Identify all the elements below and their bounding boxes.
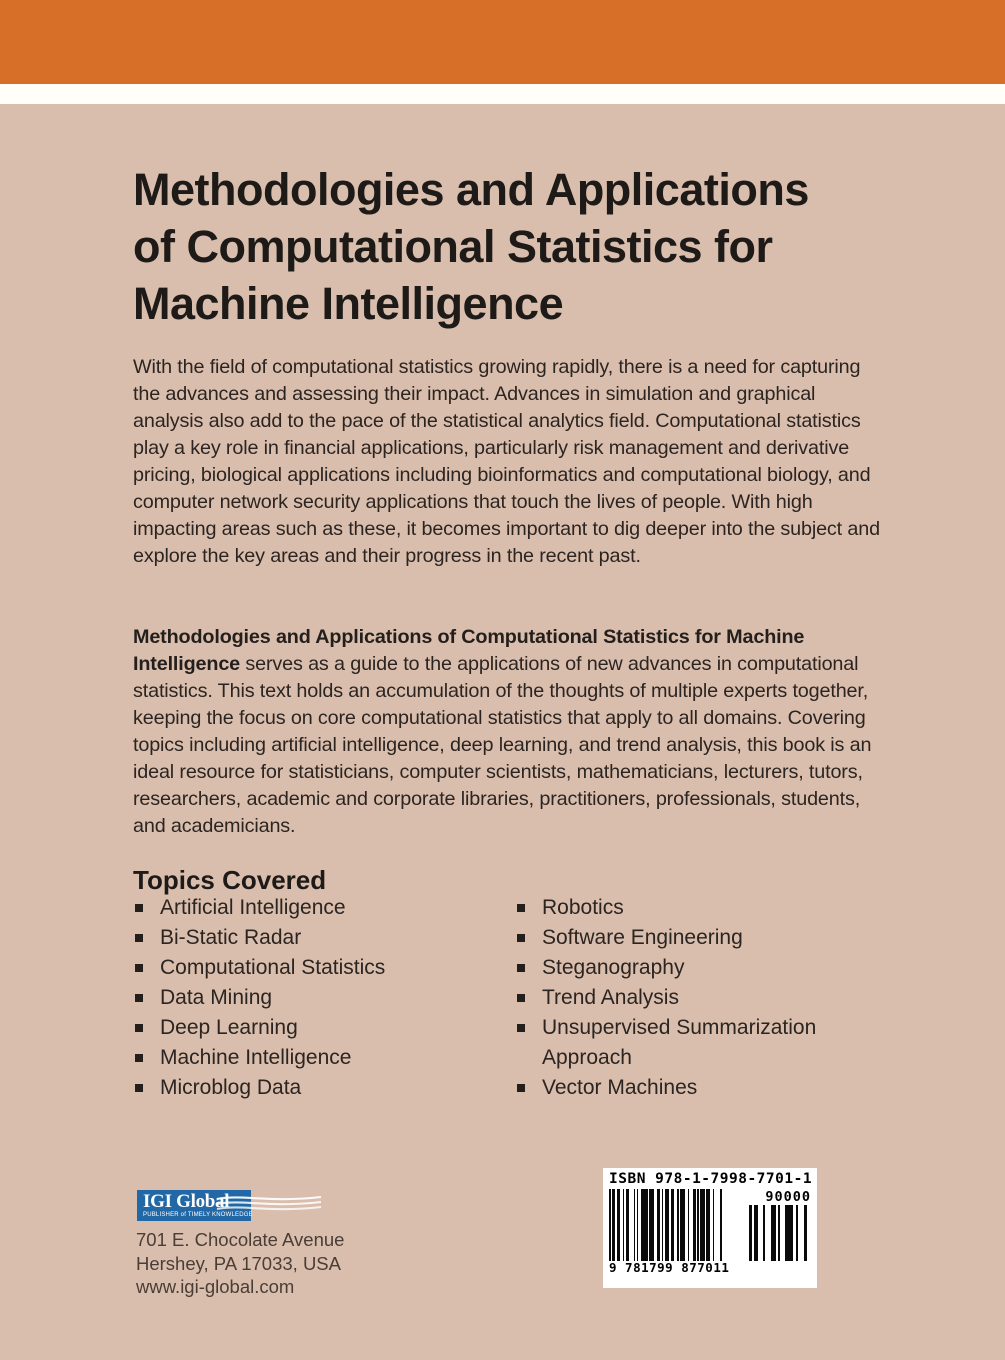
description-paragraph-1: With the field of computational statistics growing rapidly, there is a need for capturing the advances and assessing their impact. Advances in simulation and graphical analysis also add to the pace of the statistical analytics field. Computational statistics play a key role in financial applications, particularly risk management and derivative pricing, biological applications including bioinformatics and computational biology, and computer network security applications that touch the lives of people. With high impacting areas such as these, it becomes important to dig deeper into the subject and explore the key areas and their progress in the recent past.	[133, 355, 880, 567]
list-item	[515, 1013, 845, 1073]
description-paragraph-2-bold-title: Methodologies and Applications of Computational Statistics for Machine Intelligence	[133, 625, 805, 675]
address-line-1: 701 E. Chocolate Avenue	[136, 1229, 345, 1250]
bullet-square-icon	[517, 1024, 525, 1032]
list-item	[133, 893, 515, 923]
bullet-square-icon	[135, 1054, 143, 1062]
list-item	[133, 1013, 515, 1043]
bullet-square-icon	[517, 994, 525, 1002]
topic-label: Vector Machines	[542, 1076, 698, 1099]
ean13-barcode	[609, 1189, 737, 1275]
list-item	[515, 893, 845, 923]
list-item	[133, 1043, 515, 1073]
list-item	[515, 953, 845, 983]
bullet-square-icon	[517, 964, 525, 972]
list-item	[133, 983, 515, 1013]
topic-label: Software Engineering	[542, 926, 743, 949]
igi-global-logo-text: IGI Global	[143, 1191, 230, 1212]
igi-global-logo-tagline: PUBLISHER of TIMELY KNOWLEDGE	[143, 1212, 253, 1218]
bullet-square-icon	[135, 964, 143, 972]
publisher-website: www.igi-global.com	[136, 1276, 295, 1297]
supplement-barcode-bars	[745, 1205, 811, 1261]
topic-label: Bi-Static Radar	[160, 926, 302, 949]
list-item	[515, 923, 845, 953]
description-paragraph-2-text: serves as a guide to the applications of new advances in computational statistics. This text holds an accumulation of the thoughts of multiple experts together, keeping the focus on core computational statistics that apply to all domains. Covering topics including artificial intelligence, deep learning, and trend analysis, this book is an ideal resource for statisticians, computer scientists, mathematicians, lecturers, tutors, researchers, academic and corporate libraries, practitioners, professionals, students, and academicians.	[133, 652, 872, 837]
book-title-line-2: of Computational Statistics for	[133, 221, 773, 273]
bullet-square-icon	[517, 1084, 525, 1092]
white-divider-strip	[0, 84, 1005, 104]
price-supplement-barcode	[745, 1189, 811, 1275]
bullet-square-icon	[135, 994, 143, 1002]
bullet-square-icon	[517, 904, 525, 912]
isbn-label: ISBN 978-1-7998-7701-1	[609, 1171, 813, 1187]
igi-global-logo	[137, 1190, 251, 1221]
list-item	[133, 923, 515, 953]
topic-label: Deep Learning	[160, 1016, 298, 1039]
list-item	[133, 953, 515, 983]
bullet-square-icon	[135, 1084, 143, 1092]
list-item	[515, 983, 845, 1013]
topic-label: Data Mining	[160, 986, 273, 1009]
isbn-barcode-block	[603, 1168, 817, 1288]
topics-covered-heading: Topics Covered	[133, 864, 327, 895]
book-title	[133, 161, 923, 332]
price-code: 90000	[765, 1189, 811, 1205]
topic-label: Steganography	[542, 956, 685, 979]
topic-label: Unsupervised Summarization Approach	[542, 1016, 817, 1069]
bullet-square-icon	[517, 934, 525, 942]
top-orange-band	[0, 0, 1005, 84]
waves-icon	[215, 1195, 325, 1215]
list-item	[133, 1073, 515, 1103]
publisher-address	[136, 1228, 344, 1299]
description-paragraph-2	[133, 624, 885, 840]
bullet-square-icon	[135, 1024, 143, 1032]
topic-label: Computational Statistics	[160, 956, 386, 979]
topic-label: Robotics	[542, 896, 624, 919]
topic-label: Machine Intelligence	[160, 1046, 352, 1069]
bullet-square-icon	[135, 934, 143, 942]
address-line-2: Hershey, PA 17033, USA	[136, 1252, 341, 1274]
topic-label: Trend Analysis	[542, 986, 679, 1009]
barcode-bars	[609, 1189, 737, 1261]
topic-label: Microblog Data	[160, 1076, 302, 1099]
barcode-digits: 9 781799 877011	[609, 1260, 730, 1275]
topics-list	[133, 893, 845, 1103]
topics-column-right	[515, 893, 845, 1103]
topic-label: Artificial Intelligence	[160, 896, 346, 919]
book-title-line-1: Methodologies and Applications	[133, 164, 809, 216]
bullet-square-icon	[135, 904, 143, 912]
book-title-line-3: Machine Intelligence	[133, 278, 564, 330]
list-item	[515, 1073, 845, 1103]
topics-column-left	[133, 893, 515, 1103]
